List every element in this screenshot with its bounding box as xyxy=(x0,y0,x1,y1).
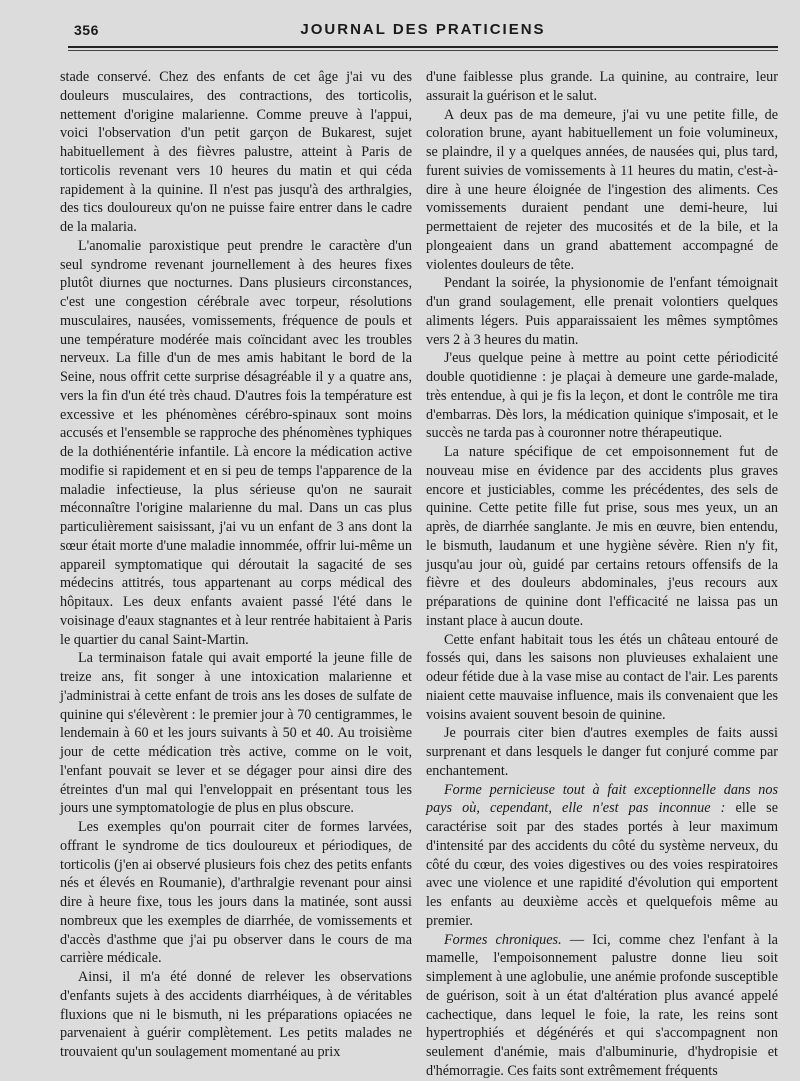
paragraph: d'une faiblesse plus grande. La quinine, au contraire, leur assurait la guérison et le salut. xyxy=(426,69,778,104)
paragraph: La terminaison fatale qui avait emporté la jeune fille de treize ans, fit songer à une intoxication malarienne et j'administrai à cette enfant de trois ans les doses de sulfate de quinine qui s'élevèrent : le premier jour à 70 centigrammes, le lendemain à 60 et les jours suivants à 50 et 40. Au troisième jour de cette médication très active, comme on le voit, l'enfant pouvait se lever et se dégager pour ainsi dire des étreintes d'un mal qui l'enveloppait en présentant tous les jours une symptomatologie de plus en plus obscure. xyxy=(60,650,412,817)
paragraph: La nature spécifique de cet empoisonnement fut de nouveau mise en évidence par des accidents plus graves encore et justiciables, comme les précédentes, des sels de quinine. Cette petite fille fut prise, sous mes yeux, un an après, de diarrhée sanglante. Je mis en œuvre, bien entendu, le bismuth, laudanum et une hygiène sévère. Rien n'y fit, jusqu'au jour où, guidé par certains retours offensifs de la fièvre et des douleurs abdominales, j'eus recours aux préparations de quinine dont l'efficacité ne laissa pas un instant place à aucun doute. xyxy=(426,444,778,629)
italic-lead: Formes chroniques. xyxy=(444,931,562,948)
paragraph: A deux pas de ma demeure, j'ai vu une petite fille, de coloration brune, ayant habituellement un foie volumineux, se plaindre, il y a quelques années, de nausées qui, plus tard, furent suivies de vomissements à 11 heures du matin, c'est-à-dire à une heure éloignée de l'ingestion des aliments. Ces vomissements duraient pendant une demi-heure, lui permettaient de rejeter des mucosités et de la bile, et la plongeaient dans un grand abattement accompagné de violentes douleurs de tête. xyxy=(426,106,778,273)
paragraph: stade conservé. Chez des enfants de cet âge j'ai vu des douleurs musculaires, des contractions, des torticolis, nettement d'origine malarienne. Comme preuve à l'appui, voici l'observation d'un petit garçon de Bukarest, sujet habituellement à des fièvres palustre, atteint à Paris de torticolis revenant vers 10 heures du matin et qui céda rapidement à la quinine. Il n'est pas jusqu'à des arthralgies, des tics douloureux qu'on ne puisse faire entrer dans le cadre de la malaria. xyxy=(60,69,412,235)
paragraph: Je pourrais citer bien d'autres exemples de faits aussi surprenant et dans lesquels le danger fut conjuré comme par enchantement. xyxy=(426,725,778,779)
page-number: 356 xyxy=(74,22,99,38)
header-rule-thin xyxy=(68,50,778,51)
page-header xyxy=(68,18,778,44)
paragraph-text: elle se caractérise soit par des stades portés à leur maximum d'intensité par des accidents du côté du système nerveux, du côté du cœur, des voies digestives ou des voies respiratoires avec une violence et une rapidité d'évolution qui emportent les enfants au deuxième accès et quelquefois même au premier. xyxy=(426,800,778,929)
paragraph: Ainsi, il m'a été donné de relever les observations d'enfants sujets à des accidents diarrhéiques, à de véritables fluxions que ni le bismuth, ni les préparations opiacées ne parvenaient à guérir complètement. Les petits malades ne trouvaient qu'un soulagement momentané au prix xyxy=(60,969,412,1060)
paragraph-forme-pernicieuse xyxy=(426,781,778,931)
paragraph: Les exemples qu'on pourrait citer de formes larvées, offrant le syndrome de tics douloureux et périodiques, de torticolis (j'en ai observé plusieurs fois chez des petits enfants nés et élevés en Roumanie), d'arthralgie revenant pour ainsi dire à heure fixe, tous les jours dans la matinée, sont aussi nombreux que les exemples de diarrhée, de vomissements et d'accès d'asthme que j'ai pu observer dans le cours de ma carrière médicale. xyxy=(60,819,412,967)
paragraph: L'anomalie paroxistique peut prendre le caractère d'un seul syndrome revenant journellement à des heures fixes plutôt diurnes que nocturnes. Dans plusieurs circonstances, c'est une congestion cérébrale avec torpeur, résolutions musculaires, nausées, vomissements, fréquence de pouls et une température modérée mais coïncidant avec les troubles nerveux. La fille d'un de mes amis habitant le bord de la Seine, nous offrit cette surprise désagréable il y a quatre ans, vers la fin d'un été très chaud. D'autres fois la température est excessive et les phénomènes cérébro-spinaux sont moins accusés et l'ensemble se rapproche des phénomènes typhiques de la dothiénentérie infantile. Là encore la médication active modifie si rapidement et en si peu de temps l'apparence de la maladie infectieuse, la plus sérieuse qu'on ne saurait méconnaître l'origine malarienne du mal. Dans un cas plus particulièrement saisissant, j'ai vu un enfant de 3 ans dont la sœur était morte d'une maladie innommée, offrir lui-même un appareil symptomatique qui déroutait la sagacité de ses médecins attitrés, tous appartenant au corps médical des hôpitaux. Les deux enfants avaient passé l'été dans le voisinage d'eaux stagnantes et à leur rentrée habitaient à Paris le quartier du canal Saint-Martin. xyxy=(60,237,412,648)
italic-lead: Forme pernicieuse tout à fait exceptionnelle dans nos pays où, cependant, elle n'est pas inconnue : xyxy=(426,781,778,817)
paragraph: Cette enfant habitait tous les étés un château entouré de fossés qui, dans les saisons non pluvieuses exhalaient une odeur fétide due à la vase mise au contact de l'air. Les parents niaient cette mauvaise influence, mais ils convenaient que les voisins avaient souvent besoin de quinine. xyxy=(426,631,778,723)
journal-title: JOURNAL DES PRATICIENS xyxy=(300,21,546,38)
header-rule xyxy=(68,46,778,48)
left-column xyxy=(60,68,412,1062)
paragraph: J'eus quelque peine à mettre au point cette périodicité double quotidienne : je plaçai à demeure une garde-malade, très entendue, à qui je fis la leçon, et dont le contrôle me tira d'embarras. Dès lors, la médication quinique s'imposait, et le succès ne tarda pas à couronner notre thérapeutique. xyxy=(426,350,778,442)
paragraph-formes-chroniques xyxy=(426,931,778,1081)
paragraph: Pendant la soirée, la physionomie de l'enfant témoignait d'un grand soulagement, elle prenait volontiers quelques aliments légers. Puis apparaissaient les mêmes symptômes vers 2 à 3 heures du matin. xyxy=(426,275,778,348)
right-column xyxy=(426,68,778,1081)
paragraph-text: — Ici, comme chez l'enfant à la mamelle, l'empoisonnement palustre donne lieu soit simplement à une aglobulie, une anémie profonde susceptible de guérison, soit à un état d'altération plus avancé appelé cachectique, dans lequel le foie, la rate, les reins sont hypertrophiés et dégénérés et qui s'accompagnent non seulement d'anémie, mais d'albuminurie, d'hydropisie et d'hémorragie. Ces faits sont extrêmement fréquents xyxy=(426,931,778,1079)
